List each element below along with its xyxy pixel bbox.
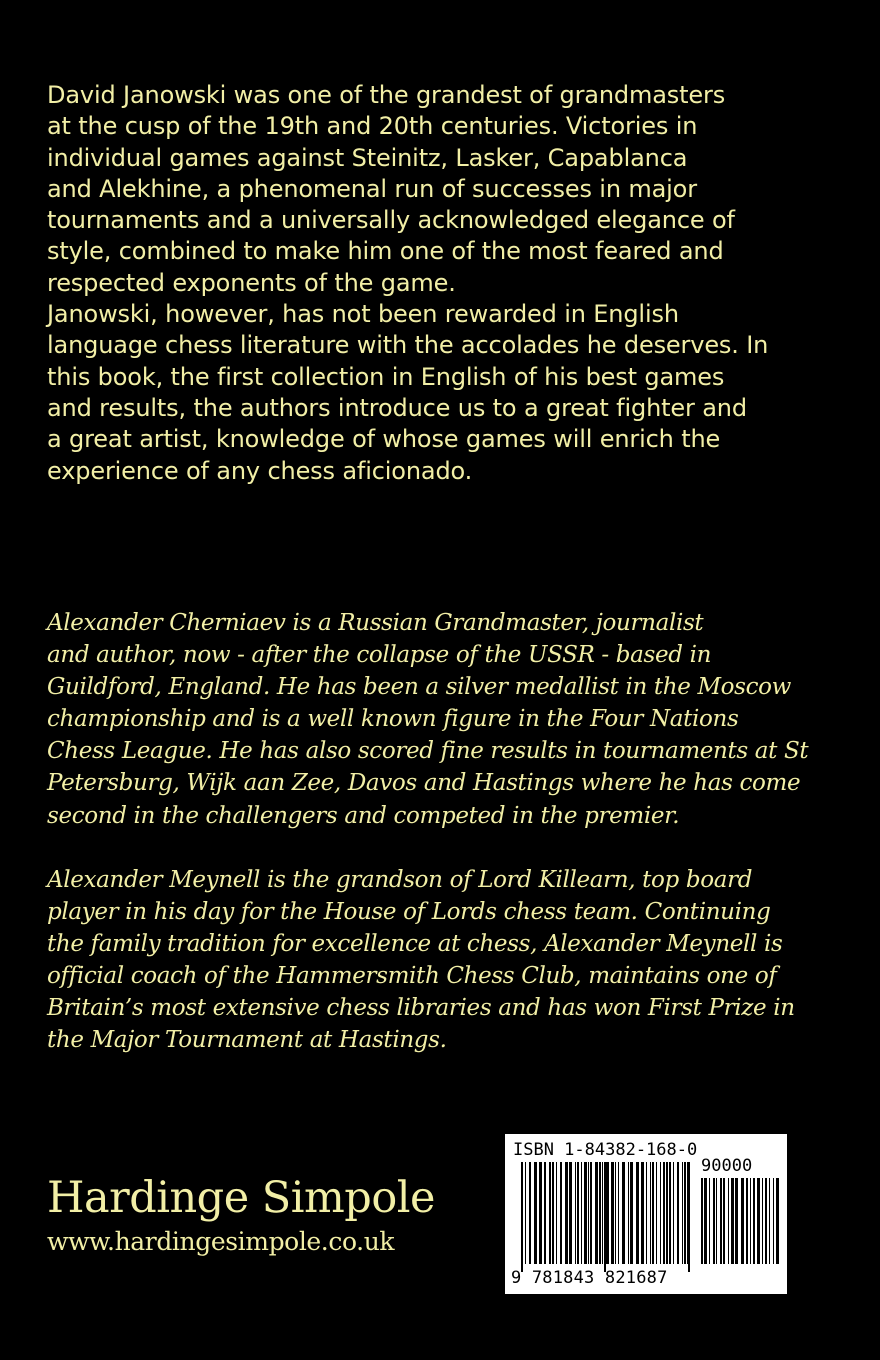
barcode-bar: [525, 1162, 526, 1264]
author-bio-meynell: [47, 864, 847, 1057]
publisher-name: Hardinge Simpole: [47, 1173, 435, 1223]
barcode-bar: [753, 1178, 755, 1264]
barcode-bar: [713, 1178, 715, 1264]
barcode-guard: [688, 1162, 690, 1272]
barcode-bar: [549, 1162, 551, 1264]
barcode-bar: [709, 1178, 710, 1264]
bio-line: the Major Tournament at Hastings.: [47, 1027, 447, 1054]
barcode-bar: [615, 1162, 616, 1264]
barcode-bar: [569, 1162, 572, 1264]
barcode-bar: [534, 1162, 537, 1264]
barcode-bar: [602, 1162, 603, 1264]
barcode-bar: [677, 1162, 679, 1264]
barcode-bar: [673, 1162, 674, 1264]
barcode-bar: [636, 1162, 639, 1264]
barcode-bar: [581, 1162, 582, 1264]
barcode-bar: [565, 1162, 568, 1264]
barcode-bar: [746, 1178, 748, 1264]
barcode-bar: [630, 1162, 633, 1264]
barcode-bar: [539, 1162, 542, 1264]
barcode-bar: [750, 1178, 751, 1264]
barcode-bar: [529, 1162, 531, 1264]
barcode-bar: [560, 1162, 562, 1264]
bio-line: championship and is a well known figure in the Four Nations: [47, 706, 739, 733]
barcode-bar: [590, 1162, 592, 1264]
blurb-line: individual games against Steinitz, Lasker, Capablanca: [47, 143, 688, 172]
barcode-bar: [776, 1178, 779, 1264]
book-blurb: [47, 80, 847, 487]
barcode-bar: [769, 1178, 770, 1264]
barcode-guard: [604, 1162, 606, 1272]
blurb-line: Janowski, however, has not been rewarded in English: [47, 300, 679, 329]
barcode-bar: [544, 1162, 546, 1264]
barcode-bar: [599, 1162, 601, 1264]
barcode-bar: [650, 1162, 651, 1264]
blurb-line: style, combined to make him one of the most feared and: [47, 237, 724, 266]
barcode-bar: [595, 1162, 598, 1264]
barcode-bar: [762, 1178, 763, 1264]
barcode-bar: [577, 1162, 579, 1264]
barcode-bar: [588, 1162, 589, 1264]
bio-line: Alexander Meynell is the grandson of Lord Killearn, top board: [47, 867, 753, 893]
bio-line: player in his day for the House of Lords chess team. Continuing: [47, 899, 771, 926]
bio-line: Petersburg, Wijk aan Zee, Davos and Hastings where he has come: [47, 770, 801, 797]
blurb-line: David Janowski was one of the grandest of grandmasters: [47, 81, 726, 109]
barcode-bar: [552, 1162, 554, 1264]
blurb-line: a great artist, knowledge of whose games will enrich the: [47, 425, 721, 454]
blurb-line: and Alekhine, a phenomenal run of successes in major: [47, 174, 697, 203]
bio-line: Britain’s most extensive chess libraries and has won First Prize in: [47, 995, 795, 1022]
barcode-bar: [684, 1162, 686, 1264]
barcode-bar: [669, 1162, 671, 1264]
blurb-line: and results, the authors introduce us to a great fighter and: [47, 393, 747, 422]
barcode-bar: [666, 1162, 668, 1264]
bio-line: Guildford, England. He has been a silver medallist in the Moscow: [47, 674, 791, 701]
barcode-bar: [628, 1162, 629, 1264]
barcode-bar: [704, 1178, 707, 1264]
barcode-bar: [720, 1178, 722, 1264]
barcode-bar: [611, 1162, 614, 1264]
blurb-line: this book, the first collection in English of his best games: [47, 362, 725, 391]
barcode-bar: [575, 1162, 576, 1264]
blurb-line: respected exponents of the game.: [47, 268, 456, 297]
bio-line: second in the challengers and competed in the premier.: [47, 802, 680, 829]
isbn-label: ISBN 1-84382-168-0: [513, 1140, 698, 1160]
bio-line: and author, now - after the collapse of the USSR - based in: [47, 642, 712, 669]
blurb-line: tournaments and a universally acknowledged elegance of: [47, 206, 735, 235]
price-code: 90000: [701, 1156, 753, 1176]
barcode-bar: [735, 1178, 738, 1264]
ean-digits: 9 781843 821687: [511, 1268, 668, 1288]
barcode-bar: [618, 1162, 619, 1264]
blurb-line: language chess literature with the accolades he deserves. In: [47, 331, 769, 360]
barcode-bar: [663, 1162, 665, 1264]
barcode-bar: [701, 1178, 703, 1264]
blurb-line: experience of any chess aficionado.: [47, 456, 473, 485]
barcode-bar: [584, 1162, 587, 1264]
barcode-bar: [652, 1162, 654, 1264]
barcode-bar: [731, 1178, 734, 1264]
barcode-guard: [521, 1162, 523, 1272]
barcode-bar: [641, 1162, 644, 1264]
barcode-bar: [682, 1162, 683, 1264]
barcode-bar: [723, 1178, 725, 1264]
bio-line: official coach of the Hammersmith Chess Club, maintains one of: [47, 963, 777, 990]
blurb-line: at the cusp of the 19th and 20th centuries. Victories in: [47, 112, 698, 141]
barcode-bar: [646, 1162, 647, 1264]
barcode-bar: [741, 1178, 744, 1264]
barcode-bar: [773, 1178, 774, 1264]
bio-line: Alexander Cherniaev is a Russian Grandmaster, journalist: [47, 610, 704, 636]
barcode-bar: [757, 1178, 760, 1264]
barcode-bar: [728, 1178, 729, 1264]
barcode-bar: [556, 1162, 557, 1264]
publisher-url: www.hardingesimpole.co.uk: [47, 1227, 395, 1256]
isbn-barcode: [505, 1134, 787, 1294]
barcode-bar: [660, 1162, 661, 1264]
barcode-bar: [656, 1162, 657, 1264]
barcode-bar: [606, 1162, 609, 1264]
barcode-bar: [765, 1178, 767, 1264]
author-bio-cherniaev: [47, 607, 847, 832]
barcode-bar: [622, 1162, 625, 1264]
barcode-bar: [716, 1178, 717, 1264]
bio-line: the family tradition for excellence at chess, Alexander Meynell is: [47, 931, 783, 958]
bio-line: Chess League. He has also scored fine results in tournaments at St: [47, 738, 809, 765]
